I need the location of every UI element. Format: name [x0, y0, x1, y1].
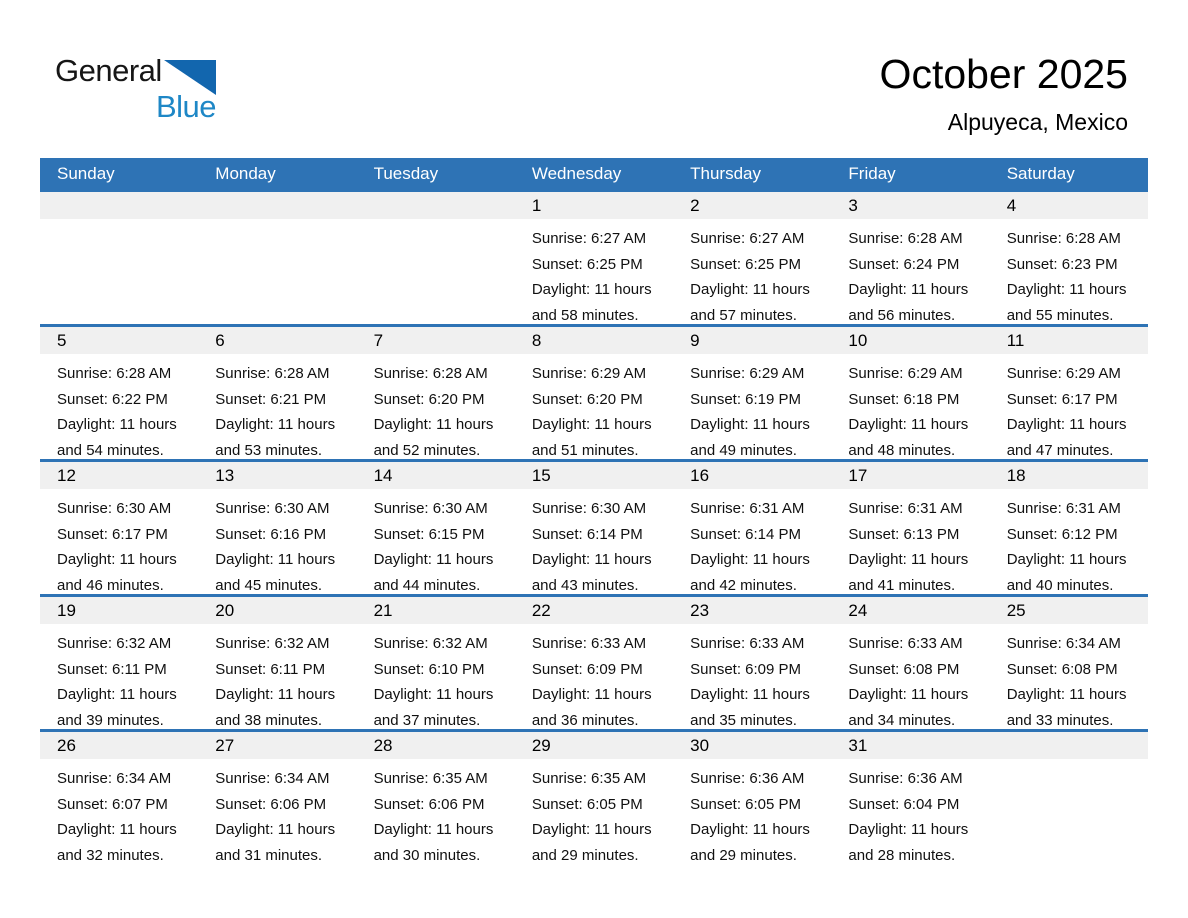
weekday-header: Tuesday	[373, 164, 439, 183]
sunset-line: Sunset: 6:11 PM	[57, 660, 167, 678]
day-cell	[515, 192, 673, 324]
day-info	[990, 489, 1148, 594]
sunset-line: Sunset: 6:14 PM	[690, 525, 802, 543]
day-cell	[40, 732, 198, 864]
daylight-line: Daylight: 11 hours and 49 minutes.	[690, 416, 810, 459]
day-number: 11	[990, 327, 1148, 354]
sunset-line: Sunset: 6:25 PM	[531, 255, 643, 273]
sunset-line: Sunset: 6:08 PM	[1006, 660, 1118, 678]
day-number: 25	[990, 597, 1148, 624]
general-blue-logo	[55, 55, 217, 122]
daylight-line: Daylight: 11 hours and 43 minutes.	[531, 551, 652, 594]
day-number: 9	[673, 327, 831, 354]
sunrise-line: Sunrise: 6:28 AM	[848, 230, 963, 247]
day-cell	[515, 732, 673, 864]
day-info	[673, 489, 831, 594]
day-number: 29	[515, 732, 673, 759]
sunrise-line: Sunrise: 6:34 AM	[57, 770, 172, 787]
sunrise-line: Sunrise: 6:31 AM	[690, 500, 805, 517]
sunrise-line: Sunrise: 6:29 AM	[1006, 365, 1121, 382]
sunset-line: Sunset: 6:24 PM	[848, 255, 960, 273]
weekday-header: Thursday	[690, 164, 762, 183]
day-cell	[673, 732, 831, 864]
day-info	[515, 759, 673, 864]
sunrise-line: Sunrise: 6:34 AM	[215, 770, 330, 787]
sunset-line: Sunset: 6:10 PM	[373, 660, 485, 678]
sunset-line: Sunset: 6:09 PM	[531, 660, 643, 678]
sunrise-line: Sunrise: 6:35 AM	[531, 770, 647, 787]
day-cell	[515, 597, 673, 729]
sunrise-line: Sunrise: 6:36 AM	[690, 770, 805, 787]
day-number: 1	[515, 192, 673, 219]
logo-text-general: General	[55, 53, 162, 88]
day-info	[40, 624, 198, 729]
day-info	[40, 354, 198, 459]
week-row	[40, 459, 1148, 594]
day-info	[831, 219, 989, 324]
day-number: 10	[831, 327, 989, 354]
day-number	[357, 192, 515, 219]
day-cell	[673, 597, 831, 729]
daylight-line: Daylight: 11 hours and 42 minutes.	[690, 551, 810, 594]
day-cell	[40, 462, 198, 594]
day-number	[990, 732, 1148, 759]
day-cell	[673, 327, 831, 459]
day-info	[40, 759, 198, 864]
daylight-line: Daylight: 11 hours and 33 minutes.	[1006, 686, 1127, 729]
day-cell	[831, 327, 989, 459]
daylight-line: Daylight: 11 hours and 57 minutes.	[690, 281, 810, 324]
daylight-line: Daylight: 11 hours and 34 minutes.	[848, 686, 969, 729]
sunrise-line: Sunrise: 6:33 AM	[848, 635, 963, 652]
day-info	[357, 354, 515, 459]
weekday-header: Saturday	[1006, 164, 1075, 183]
day-info	[673, 759, 831, 864]
sunset-line: Sunset: 6:17 PM	[1006, 390, 1118, 408]
sunrise-line: Sunrise: 6:28 AM	[57, 365, 172, 382]
day-number	[198, 192, 356, 219]
day-info	[515, 219, 673, 324]
sunset-line: Sunset: 6:19 PM	[690, 390, 802, 408]
day-number: 15	[515, 462, 673, 489]
daylight-line: Daylight: 11 hours and 29 minutes.	[690, 821, 810, 864]
day-cell	[831, 597, 989, 729]
day-info	[831, 354, 989, 459]
sunset-line: Sunset: 6:18 PM	[848, 390, 960, 408]
daylight-line: Daylight: 11 hours and 39 minutes.	[57, 686, 177, 729]
sunrise-line: Sunrise: 6:32 AM	[57, 635, 172, 652]
sunset-line: Sunset: 6:21 PM	[215, 390, 327, 408]
sunrise-line: Sunrise: 6:35 AM	[373, 770, 488, 787]
day-number: 31	[831, 732, 989, 759]
logo-text-blue: Blue	[155, 89, 216, 124]
day-info	[198, 759, 356, 864]
day-number: 3	[831, 192, 989, 219]
sunset-line: Sunset: 6:05 PM	[690, 795, 802, 813]
sunset-line: Sunset: 6:20 PM	[531, 390, 643, 408]
sunrise-line: Sunrise: 6:33 AM	[531, 635, 647, 652]
sunrise-line: Sunrise: 6:27 AM	[690, 230, 805, 247]
sunrise-line: Sunrise: 6:33 AM	[690, 635, 805, 652]
day-number: 8	[515, 327, 673, 354]
daylight-line: Daylight: 11 hours and 44 minutes.	[373, 551, 494, 594]
daylight-line: Daylight: 11 hours and 32 minutes.	[57, 821, 177, 864]
weekday-header: Monday	[215, 164, 276, 183]
day-number: 27	[198, 732, 356, 759]
daylight-line: Daylight: 11 hours and 47 minutes.	[1006, 416, 1127, 459]
day-info	[990, 759, 1148, 766]
day-cell	[357, 327, 515, 459]
day-number: 28	[357, 732, 515, 759]
day-info	[831, 489, 989, 594]
sunrise-line: Sunrise: 6:34 AM	[1006, 635, 1121, 652]
day-info	[40, 489, 198, 594]
day-number: 16	[673, 462, 831, 489]
day-info	[357, 624, 515, 729]
day-number: 6	[198, 327, 356, 354]
day-info	[515, 624, 673, 729]
sunrise-line: Sunrise: 6:28 AM	[215, 365, 330, 382]
sunrise-line: Sunrise: 6:29 AM	[690, 365, 805, 382]
day-info	[515, 489, 673, 594]
weeks-container	[40, 189, 1148, 864]
day-info	[198, 624, 356, 729]
day-number: 23	[673, 597, 831, 624]
day-number: 5	[40, 327, 198, 354]
daylight-line: Daylight: 11 hours and 28 minutes.	[848, 821, 969, 864]
daylight-line: Daylight: 11 hours and 55 minutes.	[1006, 281, 1127, 324]
day-cell	[357, 597, 515, 729]
weekday-header: Sunday	[57, 164, 115, 183]
sunset-line: Sunset: 6:20 PM	[373, 390, 485, 408]
day-number: 4	[990, 192, 1148, 219]
day-info	[831, 759, 989, 864]
daylight-line: Daylight: 11 hours and 38 minutes.	[215, 686, 336, 729]
day-cell	[357, 732, 515, 864]
sunrise-line: Sunrise: 6:31 AM	[1006, 500, 1121, 517]
location-subtitle: Alpuyeca, Mexico	[947, 109, 1128, 136]
daylight-line: Daylight: 11 hours and 52 minutes.	[373, 416, 494, 459]
title-block	[880, 52, 1128, 136]
week-row	[40, 594, 1148, 729]
day-info	[673, 354, 831, 459]
day-number: 12	[40, 462, 198, 489]
day-cell	[198, 327, 356, 459]
day-cell	[357, 192, 515, 324]
day-cell	[357, 462, 515, 594]
day-number: 20	[198, 597, 356, 624]
daylight-line: Daylight: 11 hours and 31 minutes.	[215, 821, 336, 864]
daylight-line: Daylight: 11 hours and 36 minutes.	[531, 686, 652, 729]
sunrise-line: Sunrise: 6:32 AM	[215, 635, 330, 652]
day-info	[673, 219, 831, 324]
sunset-line: Sunset: 6:22 PM	[57, 390, 168, 408]
day-cell	[40, 327, 198, 459]
daylight-line: Daylight: 11 hours and 29 minutes.	[531, 821, 652, 864]
daylight-line: Daylight: 11 hours and 37 minutes.	[373, 686, 494, 729]
day-cell	[198, 597, 356, 729]
daylight-line: Daylight: 11 hours and 45 minutes.	[215, 551, 336, 594]
day-cell	[831, 192, 989, 324]
sunset-line: Sunset: 6:06 PM	[215, 795, 327, 813]
sunrise-line: Sunrise: 6:36 AM	[848, 770, 963, 787]
week-row	[40, 324, 1148, 459]
day-info	[198, 354, 356, 459]
day-info	[198, 489, 356, 594]
sunrise-line: Sunrise: 6:32 AM	[373, 635, 488, 652]
day-cell	[673, 192, 831, 324]
day-number: 7	[357, 327, 515, 354]
sunset-line: Sunset: 6:11 PM	[215, 660, 326, 678]
sunset-line: Sunset: 6:23 PM	[1006, 255, 1118, 273]
day-cell	[990, 192, 1148, 324]
daylight-line: Daylight: 11 hours and 35 minutes.	[690, 686, 810, 729]
daylight-line: Daylight: 11 hours and 56 minutes.	[848, 281, 969, 324]
sunset-line: Sunset: 6:13 PM	[848, 525, 960, 543]
day-number: 13	[198, 462, 356, 489]
day-cell	[40, 192, 198, 324]
day-number: 21	[357, 597, 515, 624]
sunset-line: Sunset: 6:08 PM	[848, 660, 960, 678]
day-info	[990, 624, 1148, 729]
day-cell	[990, 327, 1148, 459]
day-cell	[831, 462, 989, 594]
sunset-line: Sunset: 6:07 PM	[57, 795, 168, 813]
day-number	[40, 192, 198, 219]
daylight-line: Daylight: 11 hours and 48 minutes.	[848, 416, 969, 459]
sunrise-line: Sunrise: 6:28 AM	[373, 365, 488, 382]
sunrise-line: Sunrise: 6:27 AM	[531, 230, 647, 247]
sunset-line: Sunset: 6:15 PM	[373, 525, 485, 543]
day-cell	[990, 597, 1148, 729]
sunset-line: Sunset: 6:14 PM	[531, 525, 643, 543]
sunrise-line: Sunrise: 6:30 AM	[531, 500, 647, 517]
day-number: 26	[40, 732, 198, 759]
weekday-header-row	[40, 158, 1148, 189]
day-number: 22	[515, 597, 673, 624]
sunrise-line: Sunrise: 6:28 AM	[1006, 230, 1121, 247]
sunrise-line: Sunrise: 6:31 AM	[848, 500, 963, 517]
sunset-line: Sunset: 6:12 PM	[1006, 525, 1118, 543]
daylight-line: Daylight: 11 hours and 30 minutes.	[373, 821, 494, 864]
daylight-line: Daylight: 11 hours and 53 minutes.	[215, 416, 336, 459]
day-cell	[831, 732, 989, 864]
day-cell	[515, 462, 673, 594]
daylight-line: Daylight: 11 hours and 54 minutes.	[57, 416, 177, 459]
day-number: 18	[990, 462, 1148, 489]
sunset-line: Sunset: 6:06 PM	[373, 795, 485, 813]
day-info	[515, 354, 673, 459]
day-cell	[515, 327, 673, 459]
sunset-line: Sunset: 6:09 PM	[690, 660, 802, 678]
sunset-line: Sunset: 6:16 PM	[215, 525, 327, 543]
sunset-line: Sunset: 6:17 PM	[57, 525, 168, 543]
sunset-line: Sunset: 6:25 PM	[690, 255, 802, 273]
daylight-line: Daylight: 11 hours and 58 minutes.	[531, 281, 652, 324]
sunrise-line: Sunrise: 6:30 AM	[373, 500, 488, 517]
day-cell	[198, 462, 356, 594]
day-info	[357, 759, 515, 864]
sunrise-line: Sunrise: 6:30 AM	[215, 500, 330, 517]
day-number: 17	[831, 462, 989, 489]
day-number: 14	[357, 462, 515, 489]
day-cell	[673, 462, 831, 594]
day-number: 24	[831, 597, 989, 624]
day-cell	[198, 732, 356, 864]
sunrise-line: Sunrise: 6:29 AM	[531, 365, 647, 382]
day-info	[990, 219, 1148, 324]
sunrise-line: Sunrise: 6:30 AM	[57, 500, 172, 517]
page-title: October 2025	[879, 51, 1128, 97]
day-cell	[990, 462, 1148, 594]
day-info	[990, 354, 1148, 459]
daylight-line: Daylight: 11 hours and 51 minutes.	[531, 416, 652, 459]
day-info	[357, 489, 515, 594]
day-info	[357, 219, 515, 226]
day-number: 2	[673, 192, 831, 219]
day-number: 30	[673, 732, 831, 759]
week-row	[40, 729, 1148, 864]
day-cell	[990, 732, 1148, 864]
day-info	[831, 624, 989, 729]
sunset-line: Sunset: 6:04 PM	[848, 795, 960, 813]
day-cell	[40, 597, 198, 729]
day-info	[198, 219, 356, 226]
daylight-line: Daylight: 11 hours and 41 minutes.	[848, 551, 969, 594]
day-info	[673, 624, 831, 729]
day-number: 19	[40, 597, 198, 624]
sunrise-line: Sunrise: 6:29 AM	[848, 365, 963, 382]
day-info	[40, 219, 198, 226]
daylight-line: Daylight: 11 hours and 46 minutes.	[57, 551, 177, 594]
sunset-line: Sunset: 6:05 PM	[531, 795, 643, 813]
daylight-line: Daylight: 11 hours and 40 minutes.	[1006, 551, 1127, 594]
weekday-header: Friday	[848, 164, 896, 183]
week-row	[40, 189, 1148, 324]
day-cell	[198, 192, 356, 324]
calendar-table	[40, 158, 1148, 864]
weekday-header: Wednesday	[531, 164, 622, 183]
